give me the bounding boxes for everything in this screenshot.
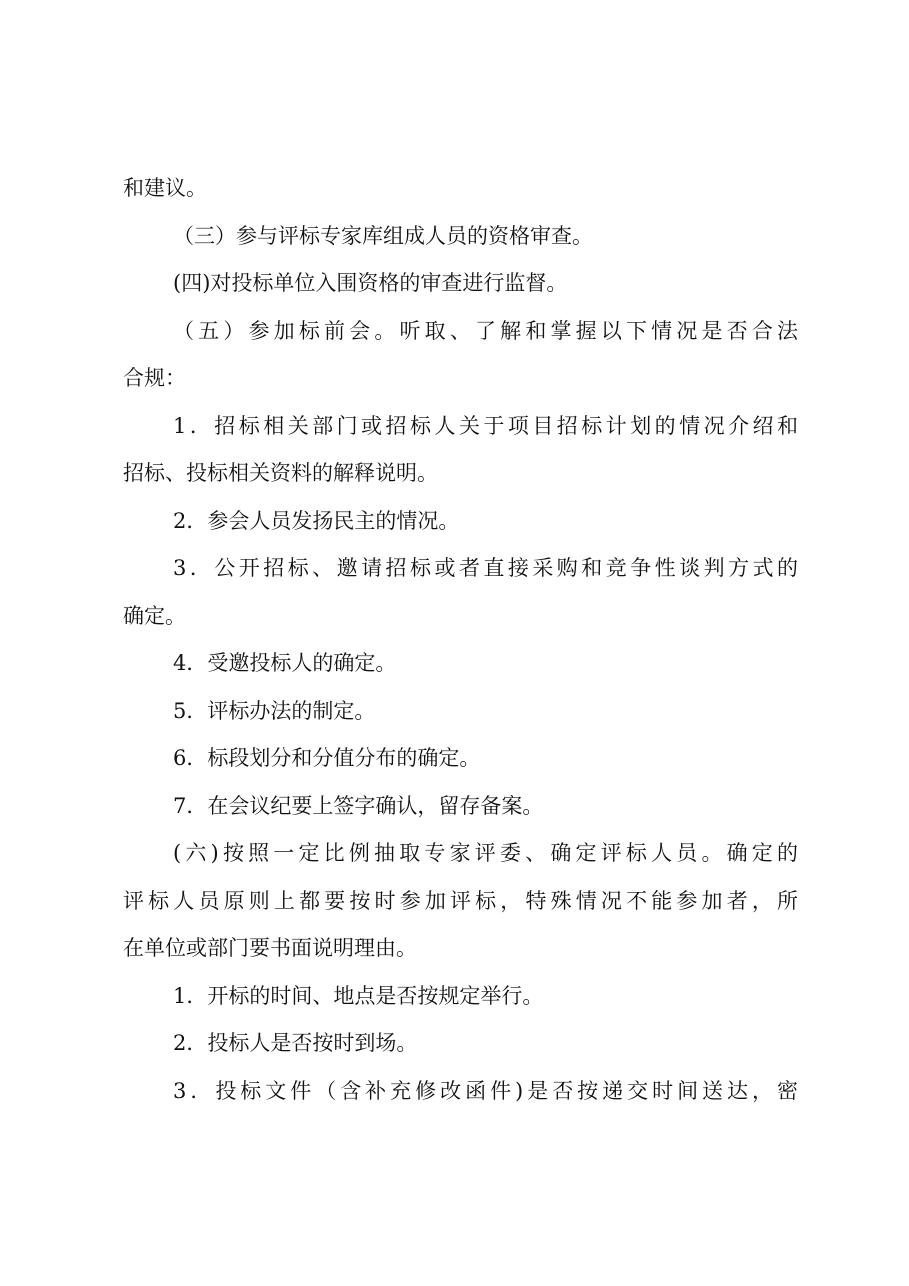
text-line: 4．受邀投标人的确定。 (173, 651, 397, 675)
text-line: 确定。 (123, 603, 186, 628)
text-line: 2．投标人是否按时到场。 (173, 1031, 418, 1055)
text-line: 6．标段划分和分值分布的确定。 (173, 746, 481, 770)
text-line: (四)对投标单位入围资格的审查进行监督。 (173, 271, 568, 295)
text-line: （三）参与评标专家库组成人员的资格审查。 (173, 223, 593, 248)
text-line: (六)按照一定比例抽取专家评委、确定评标人员。确定的 (173, 841, 798, 865)
text-line: 和建议。 (123, 176, 207, 200)
text-line: 1．开标的时间、地点是否按规定举行。 (173, 983, 544, 1008)
text-line: 2．参会人员发扬民主的情况。 (173, 508, 460, 533)
text-line: 3．公开招标、邀请招标或者直接采购和竞争性谈判方式的 (173, 556, 798, 580)
text-line: 3．投标文件（含补充修改函件)是否按递交时间送达，密 (173, 1078, 798, 1103)
text-line: （五）参加标前会。听取、了解和掌握以下情况是否合法 (173, 318, 798, 343)
text-line: 1．招标相关部门或招标人关于项目招标计划的情况介绍和 (173, 413, 798, 438)
text-line: 7．在会议纪要上签字确认，留存备案。 (173, 793, 544, 818)
text-line: 5．评标办法的制定。 (173, 698, 376, 723)
document-body (123, 165, 798, 1115)
text-line: 在单位或部门要书面说明理由。 (123, 936, 417, 960)
text-line: 招标、投标相关资料的解释说明。 (123, 461, 438, 485)
text-line: 评标人员原则上都要按时参加评标，特殊情况不能参加者，所 (123, 888, 798, 913)
text-line: 合规： (123, 366, 186, 390)
